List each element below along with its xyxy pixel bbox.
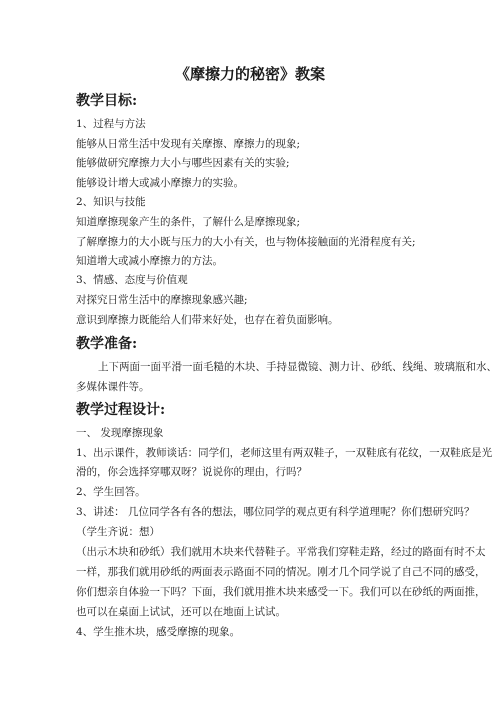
paragraph-line: 能够做研究摩擦力大小与哪些因素有关的实验;: [76, 157, 290, 169]
paragraph-line: 多媒体课件等。: [76, 381, 150, 393]
paragraph-line: 知道增大或减小摩擦力的方法。: [76, 255, 223, 267]
section-heading-objectives: 教学目标:: [76, 93, 138, 109]
document-title: 《摩擦力的秘密》教案: [174, 65, 325, 83]
paragraph-line: 一样，那我们就用砂纸的两面表示路面不同的情况。刚才几个同学说了自己不同的感受，: [76, 566, 486, 578]
paragraph-line: 了解摩擦力的大小既与压力的大小有关，也与物体接触面的光滑程度有关;: [76, 236, 416, 248]
paragraph-line: 滑的，你会选择穿哪双呀？说说你的理由，行吗？: [76, 466, 307, 478]
paragraph-line: 你们想亲自体验一下吗？下面，我们就用推木块来感受一下。我们可以在砂纸的两面推，: [76, 586, 486, 598]
paragraph-line: 知道摩擦现象产生的条件，了解什么是摩擦现象;: [76, 216, 301, 228]
paragraph-line: （出示木块和砂纸）我们就用木块来代替鞋子。平常我们穿鞋走路，经过的路面有时不太: [76, 546, 486, 558]
paragraph-line: 4、学生推木块，感受摩擦的现象。: [76, 626, 241, 638]
paragraph-line: 2、学生回答。: [76, 486, 146, 498]
paragraph-line: 1、过程与方法: [76, 118, 146, 130]
section-heading-process: 教学过程设计:: [76, 402, 166, 418]
paragraph-line: （学生齐说：想）: [76, 526, 160, 538]
paragraph-line: 也可以在桌面上试试，还可以在地面上试试。: [76, 606, 286, 618]
paragraph-line: 2、知识与技能: [76, 196, 146, 208]
paragraph-line: 能够设计增大或减小摩擦力的实验。: [76, 177, 244, 189]
paragraph-line: 3、情感、态度与价值观: [76, 274, 188, 286]
paragraph-line: 能够从日常生活中发现有关摩擦、摩擦力的现象;: [76, 138, 301, 150]
paragraph-line: 3、讲述： 几位同学各有各的想法，哪位同学的观点更有科学道理呢？你们想研究吗？: [76, 506, 475, 518]
section-heading-preparation: 教学准备:: [76, 336, 138, 352]
paragraph-line: 1、出示课件，教师谈话：同学们，老师这里有两双鞋子，一双鞋底有花纹，一双鞋底是光: [76, 447, 493, 459]
paragraph-line: 对探究日常生活中的摩擦现象感兴趣;: [76, 294, 248, 306]
paragraph-line: 上下两面一面平滑一面毛糙的木块、手持显微镜、测力计、砂纸、线绳、玻璃瓶和水、: [98, 361, 497, 373]
paragraph-line: 意识到摩擦力既能给人们带来好处，也存在着负面影响。: [76, 314, 339, 326]
paragraph-line: 一、 发现摩擦现象: [76, 427, 164, 439]
